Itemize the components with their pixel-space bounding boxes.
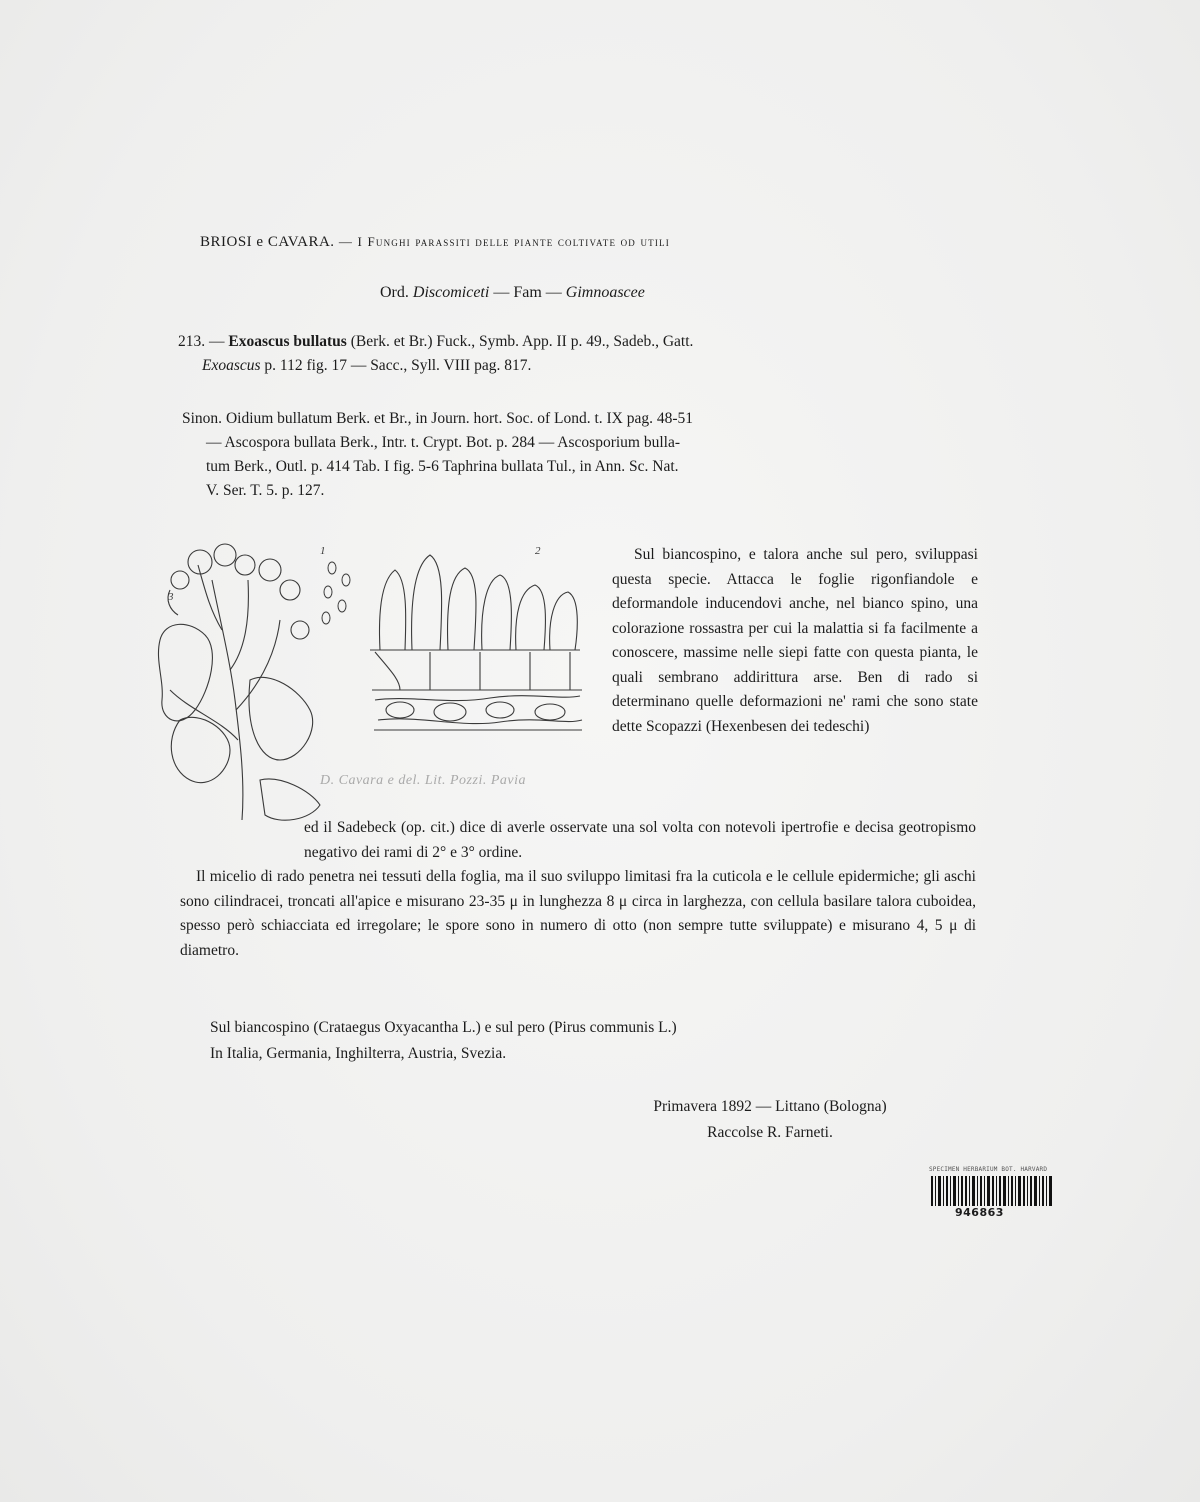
synonyms-line-2: — Ascospora bullata Berk., Intr. t. Crypt. Bot. p. 284 — Ascosporium bulla- — [206, 434, 680, 451]
spores-drawing — [322, 562, 350, 624]
order-line — [380, 284, 645, 302]
locality-line: Primavera 1892 — Littano (Bologna) — [653, 1098, 887, 1115]
figure-label-c: 3 — [168, 591, 174, 603]
order-name: Discomiceti — [412, 284, 490, 301]
host-distribution — [210, 1015, 970, 1067]
figure-caption: D. Cavara e del. Lit. Pozzi. Pavia — [320, 773, 526, 788]
family-name: Gimnoascee — [565, 284, 645, 301]
header-authors: BRIOSI e CAVARA. — [200, 234, 335, 250]
series-header — [200, 234, 960, 251]
order-prefix: Ord. — [380, 284, 409, 301]
collector-line: Raccolse R. Farneti. — [707, 1124, 833, 1141]
entry-line2-rest: p. 112 fig. 17 — Sacc., Syll. VIII pag. 817. — [264, 357, 532, 374]
species-entry — [178, 330, 978, 378]
entry-genus: Exoascus — [202, 357, 261, 374]
description-paragraph-2: Il micelio di rado penetra nei tessuti della foglia, ma il suo sviluppo limitasi fra la cuticola e le cellule epidermiche; gli aschi sono cilindracei, troncati all'apice e misurano 23-35 μ in lunghezza 8 μ circa in larghezza, con cellula basilare talora cuboidea, spesso però schiacciata ed irregolare; le spore sono in numero di otto (non sempre tutte sviluppate) e misurano 4, 5 μ di diametro. — [180, 868, 976, 959]
synonyms-line-3: tum Berk., Outl. p. 414 Tab. I fig. 5-6 Taphrina bullata Tul., in Ann. Sc. Nat. — [206, 458, 679, 475]
distribution-line: In Italia, Germania, Inghilterra, Austria, Svezia. — [210, 1045, 507, 1062]
description-paragraph-1: ed il Sadebeck (op. cit.) dice di averle osservate una sol volta con notevoli ipertrofie e decisa geotropismo negativo dei rami di 2° e 3° ordine. — [304, 819, 976, 861]
species-authority: (Berk. et Br.) Fuck., Symb. App. II p. 49., Sadeb., Gatt. — [350, 333, 694, 350]
collection-locality — [560, 1094, 980, 1146]
species-name: Exoascus bullatus — [228, 333, 347, 350]
barcode-label — [925, 1166, 1061, 1226]
figure-label-b: 2 — [535, 545, 541, 557]
host-line: Sul biancospino (Crataegus Oxyacantha L.) e sul pero (Pirus communis L.) — [210, 1019, 677, 1036]
leaf-branch-drawing — [158, 544, 320, 820]
synonyms-label: Sinon. — [182, 410, 223, 427]
barcode-number: 946863 — [955, 1206, 1004, 1219]
column-paragraph: Sul biancospino, e talora anche sul pero, sviluppasi questa specie. Attacca le foglie rigonfiandole e deformandole inducendovi anche, nel bianco spino, una colorazione rossastra per cui la malattia si fa facilmente a conoscere, massime nelle siepi fatte con questa pianta, le quali sembrano addirittura arse. Ben di rado si determinano quelle deformazioni ne' rami che sono state dette Scopazzi (Hexenbesen dei tedeschi) — [612, 546, 978, 735]
synonyms-line-1: Oidium bullatum Berk. et Br., in Journ. hort. Soc. of Lond. t. IX pag. 48-51 — [225, 410, 694, 427]
barcode-caption: SPECIMEN HERBARIUM BOT. HARVARD — [929, 1166, 1048, 1173]
entry-number: 213. — — [178, 333, 225, 350]
figure-label-a: 1 — [320, 545, 326, 557]
header-series-title: — I Funghi parassiti delle piante coltivate od utili — [338, 234, 670, 249]
column-description — [612, 543, 978, 739]
full-description — [180, 816, 976, 963]
synonyms-block — [182, 407, 978, 503]
barcode-icon — [931, 1176, 1053, 1206]
order-separator: — Fam — — [493, 284, 562, 301]
synonyms-line-4: V. Ser. T. 5. p. 127. — [206, 482, 325, 499]
asci-section-drawing — [370, 555, 582, 730]
entry-line2 — [178, 354, 978, 378]
